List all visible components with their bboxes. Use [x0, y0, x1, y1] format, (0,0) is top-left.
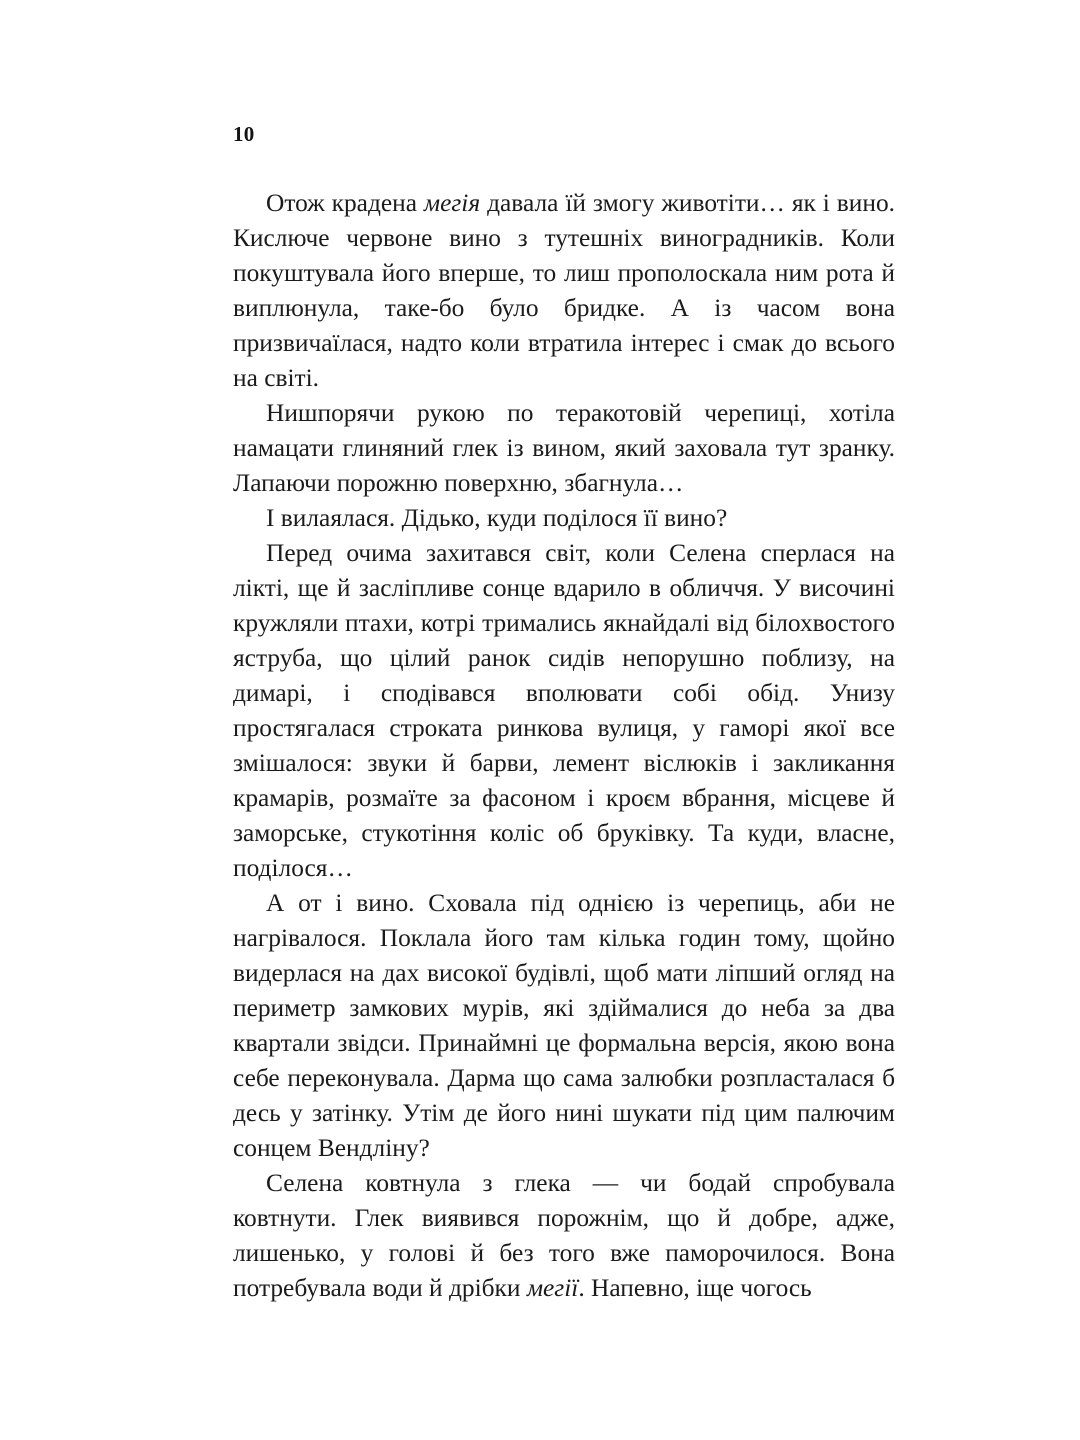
text-run: Нишпорячи рукою по теракотовій черепиці, хотіла намацати глиняний глек із вином, який заховала тут зранку. Лапаючи порожню поверхню, збагнула… — [233, 399, 895, 497]
page-number: 10 — [233, 122, 255, 146]
italic-term: мегія — [423, 189, 481, 217]
text-run: Перед очима захитався світ, коли Селена сперлася на лікті, ще й засліпливе сонце вдарило в обличчя. У височині кружляли птахи, котрі тримались якнайдалі від білохвостого яструба, що цілий ранок сидів непорушно поблизу, на димарі, і сподівався вполювати собі обід. Унизу простягалася строката ринкова вулиця, у гаморі якої все змішалося: звуки й барви, лемент віслюків і закликання крамарів, розмаїте за фасоном і кроєм вбрання, місцеве й заморське, стукотіння коліс об бруківку. Та куди, власне, поділося… — [233, 539, 895, 882]
text-run: І вилаялася. Дідько, куди поділося її вино? — [266, 504, 728, 532]
paragraph — [233, 186, 895, 396]
italic-term: мегії — [526, 1274, 579, 1302]
paragraph — [233, 886, 895, 1166]
text-run: А от і вино. Сховала під однією із черепиць, аби не нагрівалося. Поклала його там кілька годин тому, щойно видерлася на дах високої будівлі, щоб мати ліпший огляд на периметр замкових мурів, які здіймалися до неба за два квартали звідси. Принаймні це формальна версія, якою вона себе переконувала. Дарма що сама залюбки розпласталася б десь у затінку. Утім де його нині шукати під цим палючим сонцем Вендліну? — [233, 889, 895, 1162]
text-run: . Напевно, іще чогось — [578, 1274, 812, 1302]
paragraph — [233, 536, 895, 886]
text-run: Селена ковтнула з глека — чи бодай спробувала ковтнути. Глек виявився порожнім, що й добре, адже, лишенько, у голові й без того вже паморочилося. Вона потребувала води й дрібки — [233, 1169, 895, 1302]
text-run: давала їй змогу животіти… як і вино. Кислюче червоне вино з тутешніх виноградників. Коли покуштувала його вперше, то лиш прополоскала ним рота й виплюнула, таке-бо було бридке. А із часом вона призвичаїлася, надто коли втратила інтерес і смак до всього на світі. — [233, 189, 895, 392]
body-text-block — [233, 186, 895, 1306]
paragraph — [233, 501, 895, 536]
text-run: Отож крадена — [266, 189, 424, 217]
paragraph — [233, 1166, 895, 1306]
paragraph — [233, 396, 895, 501]
